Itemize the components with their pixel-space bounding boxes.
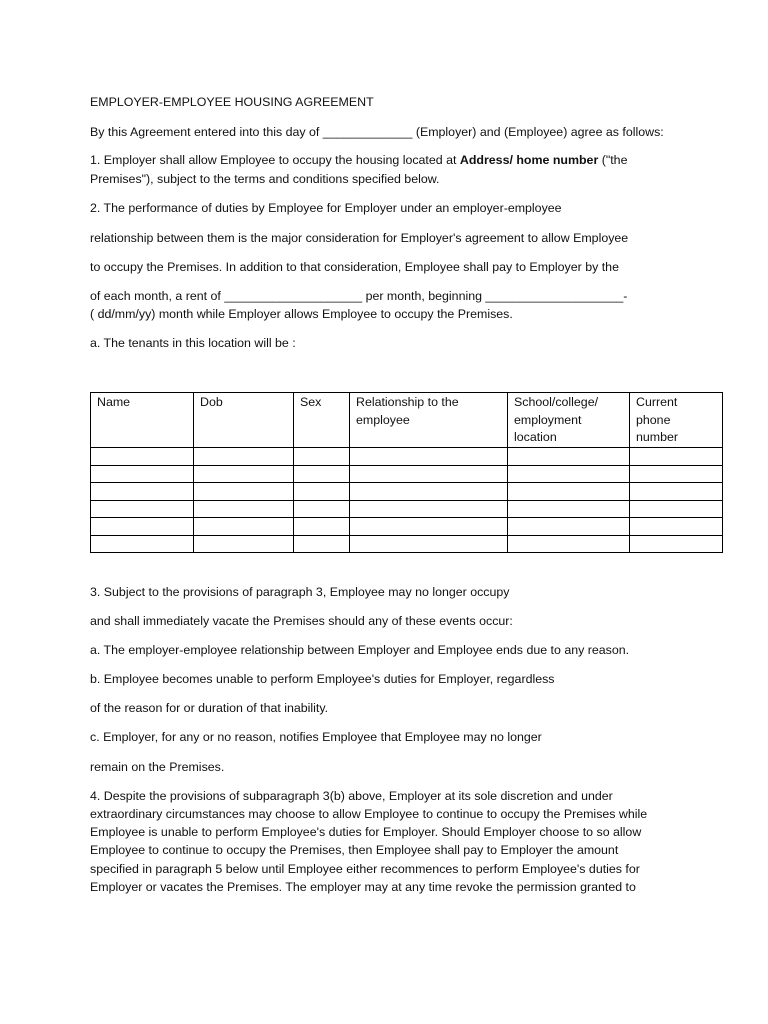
table-cell[interactable] xyxy=(294,535,350,553)
table-row xyxy=(91,483,723,501)
header-dob: Dob xyxy=(194,393,294,448)
header-sex: Sex xyxy=(294,393,350,448)
table-cell[interactable] xyxy=(508,465,630,483)
paragraph-3c-line-1: c. Employer, for any or no reason, notifies Employee that Employee may no longer xyxy=(90,730,542,744)
paragraph-3-line-1: 3. Subject to the provisions of paragraph 3, Employee may no longer occupy xyxy=(90,585,510,599)
paragraph-1-line-1 xyxy=(90,151,627,169)
document-title: EMPLOYER-EMPLOYEE HOUSING AGREEMENT xyxy=(90,95,374,109)
paragraph-2-line-1: 2. The performance of duties by Employee for Employer under an employer-employee xyxy=(90,201,562,215)
table-cell[interactable] xyxy=(194,500,294,518)
header-phone: Current phone number xyxy=(630,393,723,448)
tenants-table xyxy=(90,392,723,553)
tenants-header-row xyxy=(91,393,723,448)
table-cell[interactable] xyxy=(630,518,723,536)
paragraph-2-line-5: ( dd/mm/yy) month while Employer allows Employee to occupy the Premises. xyxy=(90,307,513,321)
table-row xyxy=(91,535,723,553)
table-cell[interactable] xyxy=(91,465,194,483)
table-cell[interactable] xyxy=(350,500,508,518)
intro-paragraph: By this Agreement entered into this day of _____________ (Employer) and (Employee) agree as follows: xyxy=(90,125,664,139)
table-cell[interactable] xyxy=(194,518,294,536)
paragraph-3b-line-2: of the reason for or duration of that inability. xyxy=(90,701,329,715)
address-placeholder: Address/ home number xyxy=(459,153,599,167)
table-cell[interactable] xyxy=(508,518,630,536)
table-cell[interactable] xyxy=(91,518,194,536)
paragraph-4-line-4: Employee to continue to occupy the Premises, then Employee shall pay to Employer the amount xyxy=(90,843,619,857)
header-name: Name xyxy=(91,393,194,448)
table-cell[interactable] xyxy=(508,448,630,466)
table-cell[interactable] xyxy=(194,535,294,553)
table-cell[interactable] xyxy=(350,448,508,466)
table-cell[interactable] xyxy=(294,465,350,483)
table-cell[interactable] xyxy=(350,483,508,501)
table-cell[interactable] xyxy=(294,448,350,466)
table-cell[interactable] xyxy=(508,483,630,501)
table-cell[interactable] xyxy=(294,483,350,501)
table-cell[interactable] xyxy=(630,448,723,466)
table-cell[interactable] xyxy=(350,518,508,536)
header-school-employment: School/college/ employment location xyxy=(508,393,630,448)
table-row xyxy=(91,465,723,483)
paragraph-4-line-6: Employer or vacates the Premises. The employer may at any time revoke the permission granted to xyxy=(90,880,636,894)
table-cell[interactable] xyxy=(91,500,194,518)
table-cell[interactable] xyxy=(630,483,723,501)
paragraph-2-line-4: of each month, a rent of ____________________ per month, beginning ____________________- xyxy=(90,289,628,303)
tenants-intro: a. The tenants in this location will be : xyxy=(90,336,296,350)
paragraph-1-prefix: 1. Employer shall allow Employee to occupy the housing located at xyxy=(90,153,460,167)
table-cell[interactable] xyxy=(194,448,294,466)
table-cell[interactable] xyxy=(91,483,194,501)
table-cell[interactable] xyxy=(630,535,723,553)
table-cell[interactable] xyxy=(508,500,630,518)
header-relationship: Relationship to the employee xyxy=(350,393,508,448)
table-cell[interactable] xyxy=(630,465,723,483)
paragraph-4-line-2: extraordinary circumstances may choose to allow Employee to continue to occupy the Premises while xyxy=(90,807,648,821)
table-cell[interactable] xyxy=(91,448,194,466)
paragraph-3b-line-1: b. Employee becomes unable to perform Employee's duties for Employer, regardless xyxy=(90,672,555,686)
paragraph-4-line-3: Employee is unable to perform Employee's duties for Employer. Should Employer choose to so allow xyxy=(90,825,642,839)
table-row xyxy=(91,500,723,518)
paragraph-3c-line-2: remain on the Premises. xyxy=(90,760,225,774)
table-row xyxy=(91,448,723,466)
paragraph-2-line-3: to occupy the Premises. In addition to that consideration, Employee shall pay to Employer by the xyxy=(90,260,619,274)
paragraph-1-suffix: ("the xyxy=(598,153,628,167)
table-cell[interactable] xyxy=(91,535,194,553)
paragraph-2-line-2: relationship between them is the major consideration for Employer's agreement to allow Employee xyxy=(90,231,629,245)
table-cell[interactable] xyxy=(508,535,630,553)
table-cell[interactable] xyxy=(294,500,350,518)
paragraph-3-line-2: and shall immediately vacate the Premises should any of these events occur: xyxy=(90,614,513,628)
table-cell[interactable] xyxy=(350,535,508,553)
table-row xyxy=(91,518,723,536)
table-cell[interactable] xyxy=(194,465,294,483)
paragraph-1-line-2: Premises"), subject to the terms and conditions specified below. xyxy=(90,172,440,186)
paragraph-3a: a. The employer-employee relationship between Employer and Employee ends due to any reason. xyxy=(90,643,630,657)
paragraph-4-line-1: 4. Despite the provisions of subparagraph 3(b) above, Employer at its sole discretion and under xyxy=(90,789,613,803)
paragraph-4-line-5: specified in paragraph 5 below until Employee either recommences to perform Employee's duties for xyxy=(90,862,640,876)
table-cell[interactable] xyxy=(350,465,508,483)
table-cell[interactable] xyxy=(630,500,723,518)
table-cell[interactable] xyxy=(194,483,294,501)
table-cell[interactable] xyxy=(294,518,350,536)
